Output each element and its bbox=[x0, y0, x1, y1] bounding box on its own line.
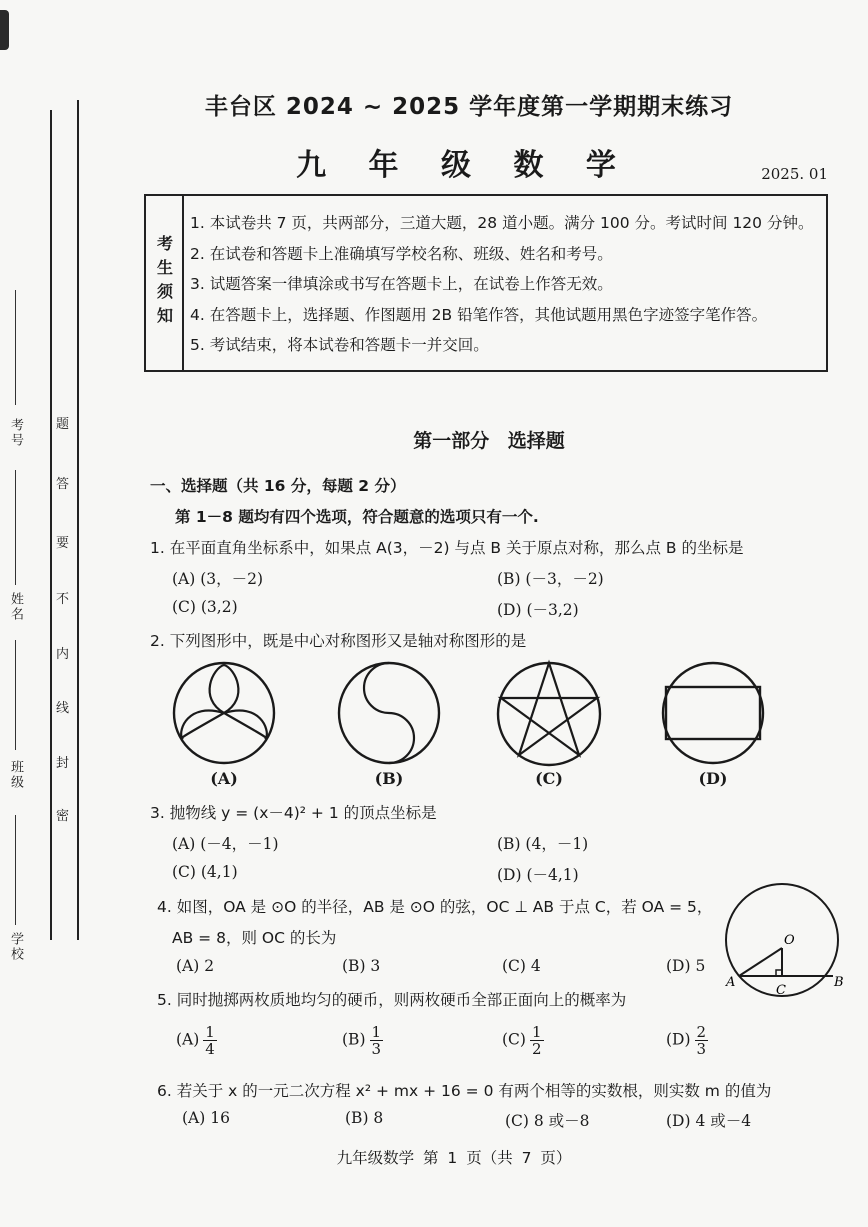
figure-label-c-point: C bbox=[776, 983, 786, 998]
field-exam-number-label: 考号 bbox=[8, 418, 23, 448]
notice-item: 5. 考试结束，将本试卷和答题卡一并交回。 bbox=[190, 336, 489, 354]
question-5-stem: 5. 同时抛掷两枚质地均匀的硬币，则两枚硬币全部正面向上的概率为 bbox=[157, 991, 627, 1009]
figure-a-trefoil-circle[interactable] bbox=[168, 660, 280, 766]
question-4-option-a[interactable]: (A) 2 bbox=[176, 957, 215, 975]
question-1-option-b[interactable]: (B) (－3，－2) bbox=[497, 570, 604, 588]
figure-c-pentagram-circle[interactable] bbox=[493, 658, 605, 768]
exam-date: 2025. 01 bbox=[761, 165, 828, 183]
field-school-line[interactable] bbox=[15, 815, 16, 925]
binding-line-outer bbox=[50, 110, 52, 940]
part-title: 第一部分 选择题 bbox=[413, 430, 565, 452]
figure-label-b: (B) bbox=[374, 769, 404, 788]
field-exam-number-line[interactable] bbox=[15, 290, 16, 405]
question-2-stem: 2. 下列图形中，既是中心对称图形又是轴对称图形的是 bbox=[150, 632, 527, 650]
question-6-stem: 6. 若关于 x 的一元二次方程 x² + mx + 16 = 0 有两个相等的实数根，则实数 m 的值为 bbox=[157, 1082, 772, 1100]
section-label: 一、选择题（共 16 分，每题 2 分） bbox=[150, 477, 406, 495]
question-5-option-a[interactable]: (A) $\frac{1}{4}$ bbox=[176, 1023, 215, 1058]
field-class-line[interactable] bbox=[15, 640, 16, 750]
question-4-option-b[interactable]: (B) 3 bbox=[342, 957, 381, 975]
figure-label-a-point: A bbox=[726, 975, 736, 990]
seal-char-1: 题 bbox=[56, 417, 70, 432]
question-4-option-d[interactable]: (D) 5 bbox=[666, 957, 706, 975]
figure-label-b-point: B bbox=[834, 975, 844, 990]
field-school-label: 学校 bbox=[8, 932, 23, 962]
notice-item: 4. 在答题卡上，选择题、作图题用 2B 铅笔作答，其他试题用黑色字迹签字笔作答。 bbox=[190, 305, 768, 324]
exam-subject: 九 年 级 数 学 bbox=[296, 148, 632, 183]
seal-char-8: 密 bbox=[56, 809, 70, 824]
question-4-stem-line2: AB = 8，则 OC 的长为 bbox=[172, 929, 337, 947]
question-6-option-a[interactable]: (A) 16 bbox=[182, 1109, 230, 1127]
question-5-option-b[interactable]: (B) $\frac{1}{3}$ bbox=[342, 1023, 382, 1058]
question-6-option-c[interactable]: (C) 8 或－8 bbox=[505, 1112, 590, 1130]
notice-list bbox=[190, 208, 820, 361]
question-1-option-d[interactable]: (D) (－3,2) bbox=[497, 601, 579, 619]
question-5-option-d[interactable]: (D) $\frac{2}{3}$ bbox=[666, 1023, 707, 1058]
field-name-line[interactable] bbox=[15, 470, 16, 585]
figure-label-o: O bbox=[784, 933, 795, 948]
seal-char-3: 要 bbox=[56, 536, 70, 551]
field-name-label: 姓名 bbox=[8, 592, 23, 622]
candidate-notice-box bbox=[144, 194, 828, 372]
seal-char-6: 线 bbox=[56, 701, 70, 716]
page-footer: 九年级数学 第 1 页（共 7 页） bbox=[336, 1149, 572, 1167]
figure-b-yinyang-circle[interactable] bbox=[333, 660, 445, 766]
question-1-option-a[interactable]: (A) (3，－2) bbox=[172, 570, 264, 588]
seal-char-5: 内 bbox=[56, 647, 70, 662]
question-5-option-c[interactable]: (C) $\frac{1}{2}$ bbox=[502, 1023, 542, 1058]
scan-edge-mark bbox=[0, 10, 9, 50]
section-instruction: 第 1－8 题均有四个选项，符合题意的选项只有一个. bbox=[175, 508, 539, 526]
exam-title: 丰台区 2024 ~ 2025 学年度第一学期期末练习 bbox=[204, 94, 734, 120]
question-1-stem: 1. 在平面直角坐标系中，如果点 A(3，－2) 与点 B 关于原点对称，那么点 B 的坐标是 bbox=[150, 539, 744, 557]
question-4-stem-line1: 4. 如图，OA 是 ⊙O 的半径，AB 是 ⊙O 的弦，OC ⊥ AB 于点 C，若 OA = 5， bbox=[157, 898, 713, 916]
question-3-stem: 3. 抛物线 y = (x－4)² + 1 的顶点坐标是 bbox=[150, 804, 437, 822]
figure-d-rectangle-circle[interactable] bbox=[657, 660, 769, 766]
notice-item: 2. 在试卷和答题卡上准确填写学校名称、班级、姓名和考号。 bbox=[190, 244, 613, 263]
question-3-option-b[interactable]: (B) (4，－1) bbox=[497, 835, 589, 853]
question-3-option-a[interactable]: (A) (－4，－1) bbox=[172, 835, 279, 853]
question-3-option-d[interactable]: (D) (－4,1) bbox=[497, 866, 579, 884]
binding-line-inner bbox=[77, 100, 79, 940]
question-1-option-c[interactable]: (C) (3,2) bbox=[172, 598, 238, 616]
notice-heading: 考生须知 bbox=[146, 196, 184, 370]
figure-label-a: (A) bbox=[210, 769, 238, 788]
question-6-option-b[interactable]: (B) 8 bbox=[345, 1109, 384, 1127]
seal-char-2: 答 bbox=[56, 477, 70, 492]
question-4-circle-figure bbox=[718, 878, 850, 1000]
figure-label-d: (D) bbox=[698, 769, 728, 788]
figure-label-c: (C) bbox=[535, 769, 563, 788]
question-4-option-c[interactable]: (C) 4 bbox=[502, 957, 541, 975]
notice-item: 3. 试题答案一律填涂或书写在答题卡上，在试卷上作答无效。 bbox=[190, 275, 613, 293]
question-3-option-c[interactable]: (C) (4,1) bbox=[172, 863, 238, 881]
seal-char-7: 封 bbox=[56, 756, 70, 771]
field-class-label: 班级 bbox=[8, 760, 23, 790]
notice-item: 1. 本试卷共 7 页，共两部分，三道大题，28 道小题。满分 100 分。考试时间 120 分钟。 bbox=[190, 214, 814, 232]
seal-char-4: 不 bbox=[56, 592, 70, 607]
question-6-option-d[interactable]: (D) 4 或－4 bbox=[666, 1112, 752, 1130]
